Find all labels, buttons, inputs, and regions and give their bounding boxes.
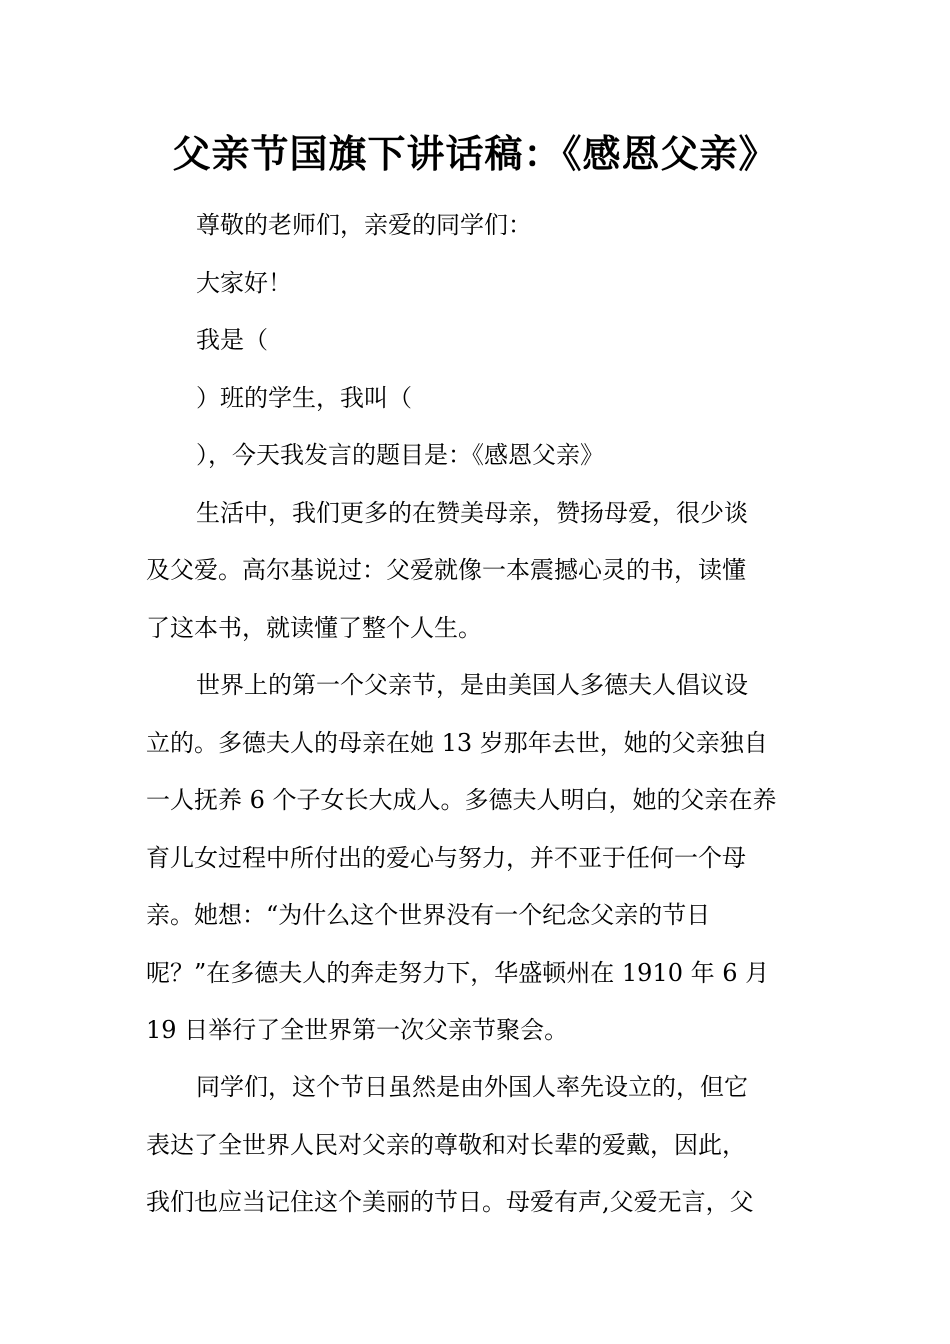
paragraph-line: 了这本书，就读懂了整个人生。 xyxy=(146,614,482,642)
paragraph-line: 呢？”在多德夫人的奔走努力下，华盛顿州在 1910 年 6 月 xyxy=(146,959,770,987)
greeting-line: 尊敬的老师们，亲爱的同学们： xyxy=(196,211,532,239)
paragraph-line: 表达了全世界人民对父亲的尊敬和对长辈的爱戴，因此， xyxy=(146,1131,746,1159)
paragraph-line: 生活中，我们更多的在赞美母亲，赞扬母爱，很少谈 xyxy=(196,499,748,527)
paragraph-line: 19 日举行了全世界第一次父亲节聚会。 xyxy=(146,1016,569,1044)
topic-line: ），今天我发言的题目是：《感恩父亲》 xyxy=(196,441,604,469)
paragraph-line: 同学们，这个节日虽然是由外国人率先设立的，但它 xyxy=(196,1073,748,1101)
greeting-hello: 大家好！ xyxy=(196,269,292,297)
intro-line: ）班的学生，我叫（ xyxy=(196,384,412,412)
paragraph-line: 及父爱。高尔基说过：父爱就像一本震撼心灵的书，读懂 xyxy=(146,556,746,584)
paragraph-line: 一人抚养 6 个子女长大成人。多德夫人明白，她的父亲在养 xyxy=(146,786,777,814)
paragraph-line: 立的。多德夫人的母亲在她 13 岁那年去世，她的父亲独自 xyxy=(146,729,768,757)
paragraph-line: 亲。她想：“为什么这个世界没有一个纪念父亲的节日 xyxy=(146,901,711,929)
paragraph-line: 世界上的第一个父亲节，是由美国人多德夫人倡议设 xyxy=(196,671,748,699)
paragraph-line: 育儿女过程中所付出的爱心与努力，并不亚于任何一个母 xyxy=(146,844,746,872)
document-title: 父亲节国旗下讲话稿：《感恩父亲》 xyxy=(172,132,778,176)
paragraph-line: 我们也应当记住这个美丽的节日。母爱有声,父爱无言，父 xyxy=(146,1188,754,1216)
intro-line: 我是（ xyxy=(196,326,268,354)
